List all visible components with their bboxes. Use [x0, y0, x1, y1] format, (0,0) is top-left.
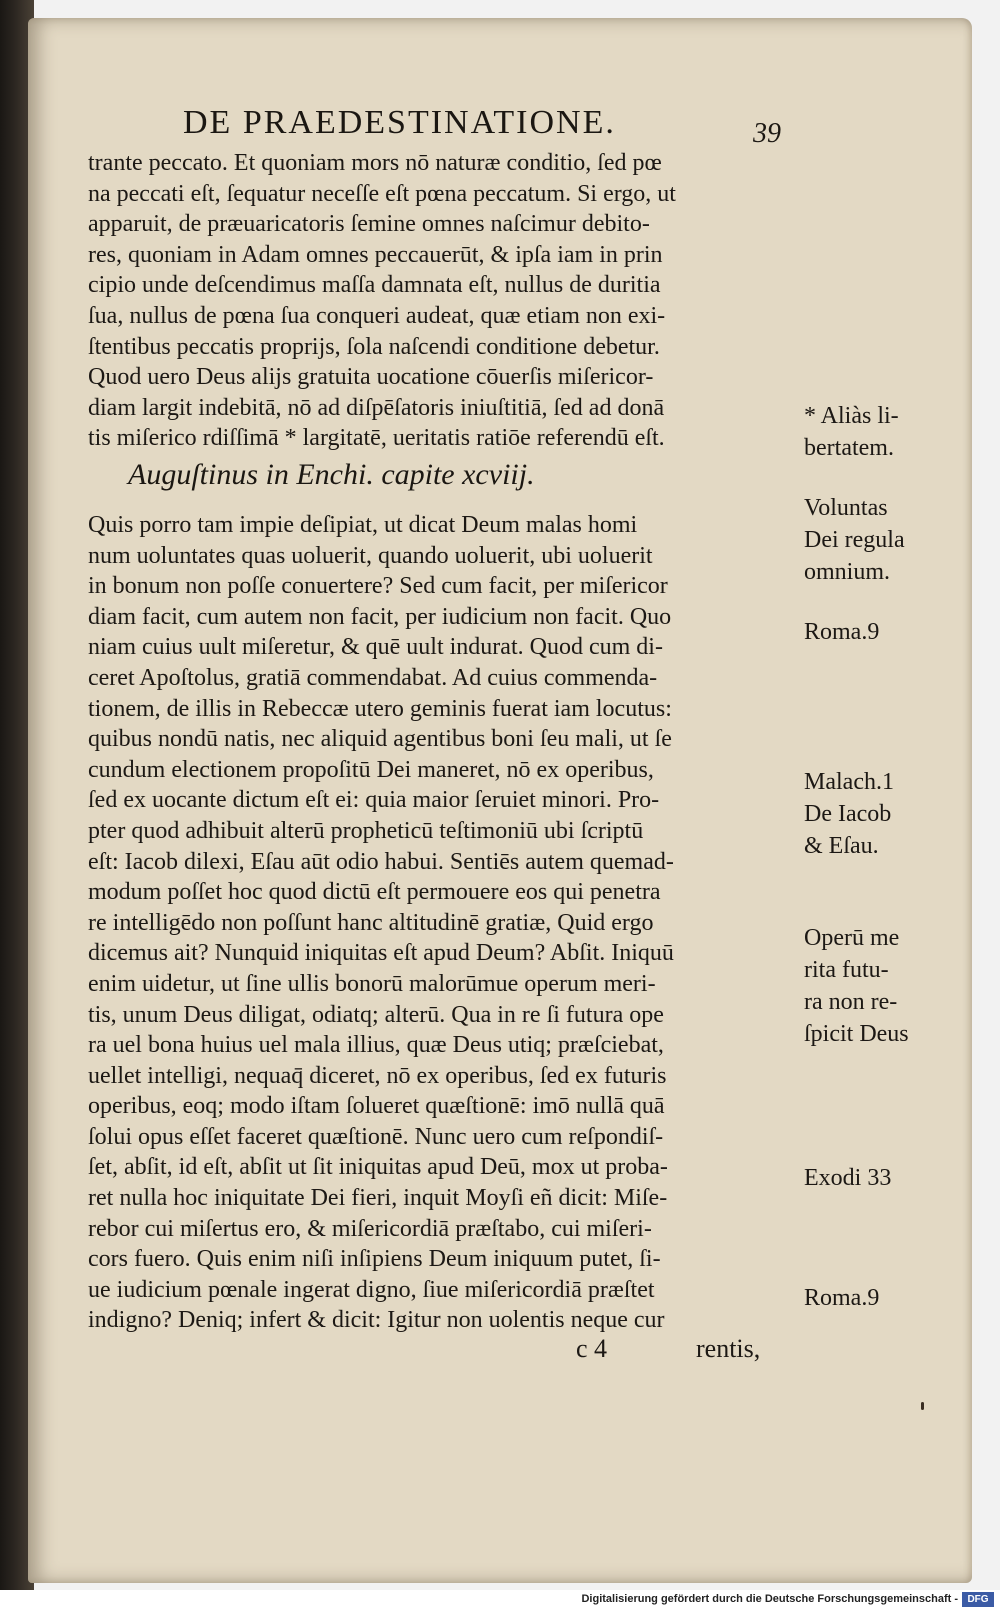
text-line: tis miſerico rdiſſimā * largitatē, ueritatis ratiōe referendū eſt.	[88, 425, 665, 452]
margin-note-line: Roma.9	[804, 619, 880, 645]
margin-note-line: ra non re-	[804, 989, 898, 1015]
margin-note-line: Dei regula	[804, 527, 905, 553]
text-line: ſed ex uocante dictum eſt ei: quia maior ſeruiet minori. Pro-	[88, 787, 660, 814]
margin-note-malach	[804, 766, 894, 862]
ink-speck	[921, 1402, 924, 1410]
section-heading: Auguſtinus in Enchi. capite xcviij.	[128, 458, 535, 491]
text-line: diam largit indebitā, nō ad diſpēſatoris iniuſtitiā, ſed ad donā	[88, 394, 665, 421]
text-line: rebor cui miſertus ero, & miſericordiā præſtabo, cui miſeri-	[88, 1215, 652, 1242]
text-line: apparuit, de præuaricatoris ſemine omnes naſcimur debito-	[88, 211, 650, 238]
margin-note-roma9	[804, 616, 879, 648]
margin-note-line: De Iacob	[804, 801, 892, 827]
text-line: enim uidetur, ut ſine ullis bonorū malorūmue operum meri-	[88, 970, 656, 997]
text-line: cors fuero. Quis enim niſi inſipiens Deum iniquum putet, ſi-	[88, 1246, 661, 1273]
text-line: cundum electionem propoſitū Dei maneret, nō ex operibus,	[88, 756, 654, 783]
text-line: num uoluntates quas uoluerit, quando uoluerit, ubi uoluerit	[88, 542, 653, 569]
margin-note-line: bertatem.	[804, 435, 894, 461]
text-line: tionem, de illis in Rebeccæ utero geminis fuerat iam locutus:	[88, 695, 672, 722]
text-line: ra uel bona huius uel mala illius, quæ Deus utiq; præſciebat,	[88, 1032, 664, 1059]
margin-note-operum	[804, 922, 909, 1050]
text-line: ret nulla hoc iniquitate Dei fieri, inquit Moyſi eñ dicit: Miſe-	[88, 1185, 668, 1212]
text-line: Quod uero Deus alijs gratuita uocatione cōuerſis miſericor-	[88, 364, 654, 391]
text-line: ue iudicium pœnale ingerat digno, ſiue miſericordiā præſtet	[88, 1276, 655, 1303]
text-line: ſet, abſit, id eſt, abſit ut ſit iniquitas apud Deū, mox ut proba-	[88, 1154, 668, 1181]
margin-note-line: Exodi 33	[804, 1165, 892, 1191]
text-line: operibus, eoq; modo iſtam ſolueret quæſtionē: imō nullā quā	[88, 1093, 665, 1120]
text-line: tis, unum Deus diligat, odiatq; alterū. Qua in re ſi futura ope	[88, 1001, 664, 1028]
text-line: trante peccato. Et quoniam mors nō naturæ conditio, ſed pœ	[88, 150, 662, 176]
text-line: pter quod adhibuit alterū propheticū teſtimoniū ubi ſcriptū	[88, 817, 644, 844]
text-line: eſt: Iacob dilexi, Eſau aūt odio habui. Sentiēs autem quemad-	[88, 848, 674, 875]
text-line: na peccati eſt, ſequatur neceſſe eſt pœna peccatum. Si ergo, ut	[88, 180, 676, 207]
margin-note-line: Malach.1	[804, 769, 894, 795]
text-line: re intelligēdo non poſſunt hanc altitudinē gratiæ, Quid ergo	[88, 909, 654, 936]
text-line: niam cuius uult miſeretur, & quē uult indurat. Quod cum di-	[88, 634, 663, 661]
text-line: ſolui opus eſſet faceret quæſtionē. Nunc uero cum reſpondiſ-	[88, 1123, 664, 1150]
page-number: 39	[753, 118, 781, 149]
margin-note-line: omnium.	[804, 559, 891, 585]
margin-note-line: rita futu-	[804, 957, 889, 983]
text-line: quibus nondū natis, nec aliquid agentibus boni ſeu mali, ut ſe	[88, 726, 672, 753]
text-line: modum poſſet hoc quod dictū eſt permouere eos qui penetra	[88, 879, 661, 906]
margin-note-line: ſpicit Deus	[804, 1021, 909, 1047]
text-line: dicemus ait? Nunquid iniquitas eſt apud Deum? Abſit. Iniquū	[88, 940, 674, 967]
margin-note-line: * Aliàs li-	[804, 403, 899, 429]
margin-note-line: Operū me	[804, 925, 900, 951]
dfg-logo: DFG	[962, 1592, 994, 1607]
margin-note-exodi	[804, 1162, 891, 1194]
text-line: Quis porro tam impie deſipiat, ut dicat Deum malas homi	[88, 512, 638, 538]
funding-credit: Digitalisierung gefördert durch die Deutsche Forschungsgemeinschaft -	[581, 1593, 958, 1605]
margin-note-line: & Eſau.	[804, 833, 879, 859]
text-line: indigno? Deniq; infert & dicit: Igitur non uolentis neque cur	[88, 1307, 665, 1334]
paragraph-2	[88, 510, 798, 1336]
catchword: rentis,	[696, 1334, 761, 1363]
text-line: ſtentibus peccatis proprijs, ſola naſcendi conditione debetur.	[88, 333, 660, 360]
text-line: diam facit, cum autem non facit, per iudicium non facit. Quo	[88, 603, 672, 630]
margin-note-voluntas	[804, 492, 905, 588]
text-line: ſua, nullus de pœna ſua conqueri audeat, quæ etiam non exi-	[88, 302, 666, 329]
margin-note-line: Voluntas	[804, 495, 888, 521]
book-page	[28, 18, 972, 1583]
text-line: uellet intelligi, nequaq̄ diceret, nō ex operibus, ſed ex futuris	[88, 1062, 667, 1089]
margin-note-line: Roma.9	[804, 1285, 880, 1311]
text-line: ceret Apoſtolus, gratiā commendabat. Ad cuius commenda-	[88, 664, 658, 691]
margin-note-roma9b	[804, 1282, 879, 1314]
text-line: in bonum non poſſe conuertere? Sed cum facit, per miſericor	[88, 573, 668, 600]
paragraph-1	[88, 148, 798, 454]
text-line: res, quoniam in Adam omnes peccauerūt, & ipſa iam in prin	[88, 241, 663, 268]
running-head: DE PRAEDESTINATIONE.	[183, 104, 616, 141]
text-line: cipio unde deſcendimus maſſa damnata eſt, nullus de duritia	[88, 272, 661, 299]
margin-note-alias	[804, 400, 899, 464]
signature-mark: c 4	[576, 1334, 608, 1363]
footer-bar	[0, 1590, 1000, 1612]
